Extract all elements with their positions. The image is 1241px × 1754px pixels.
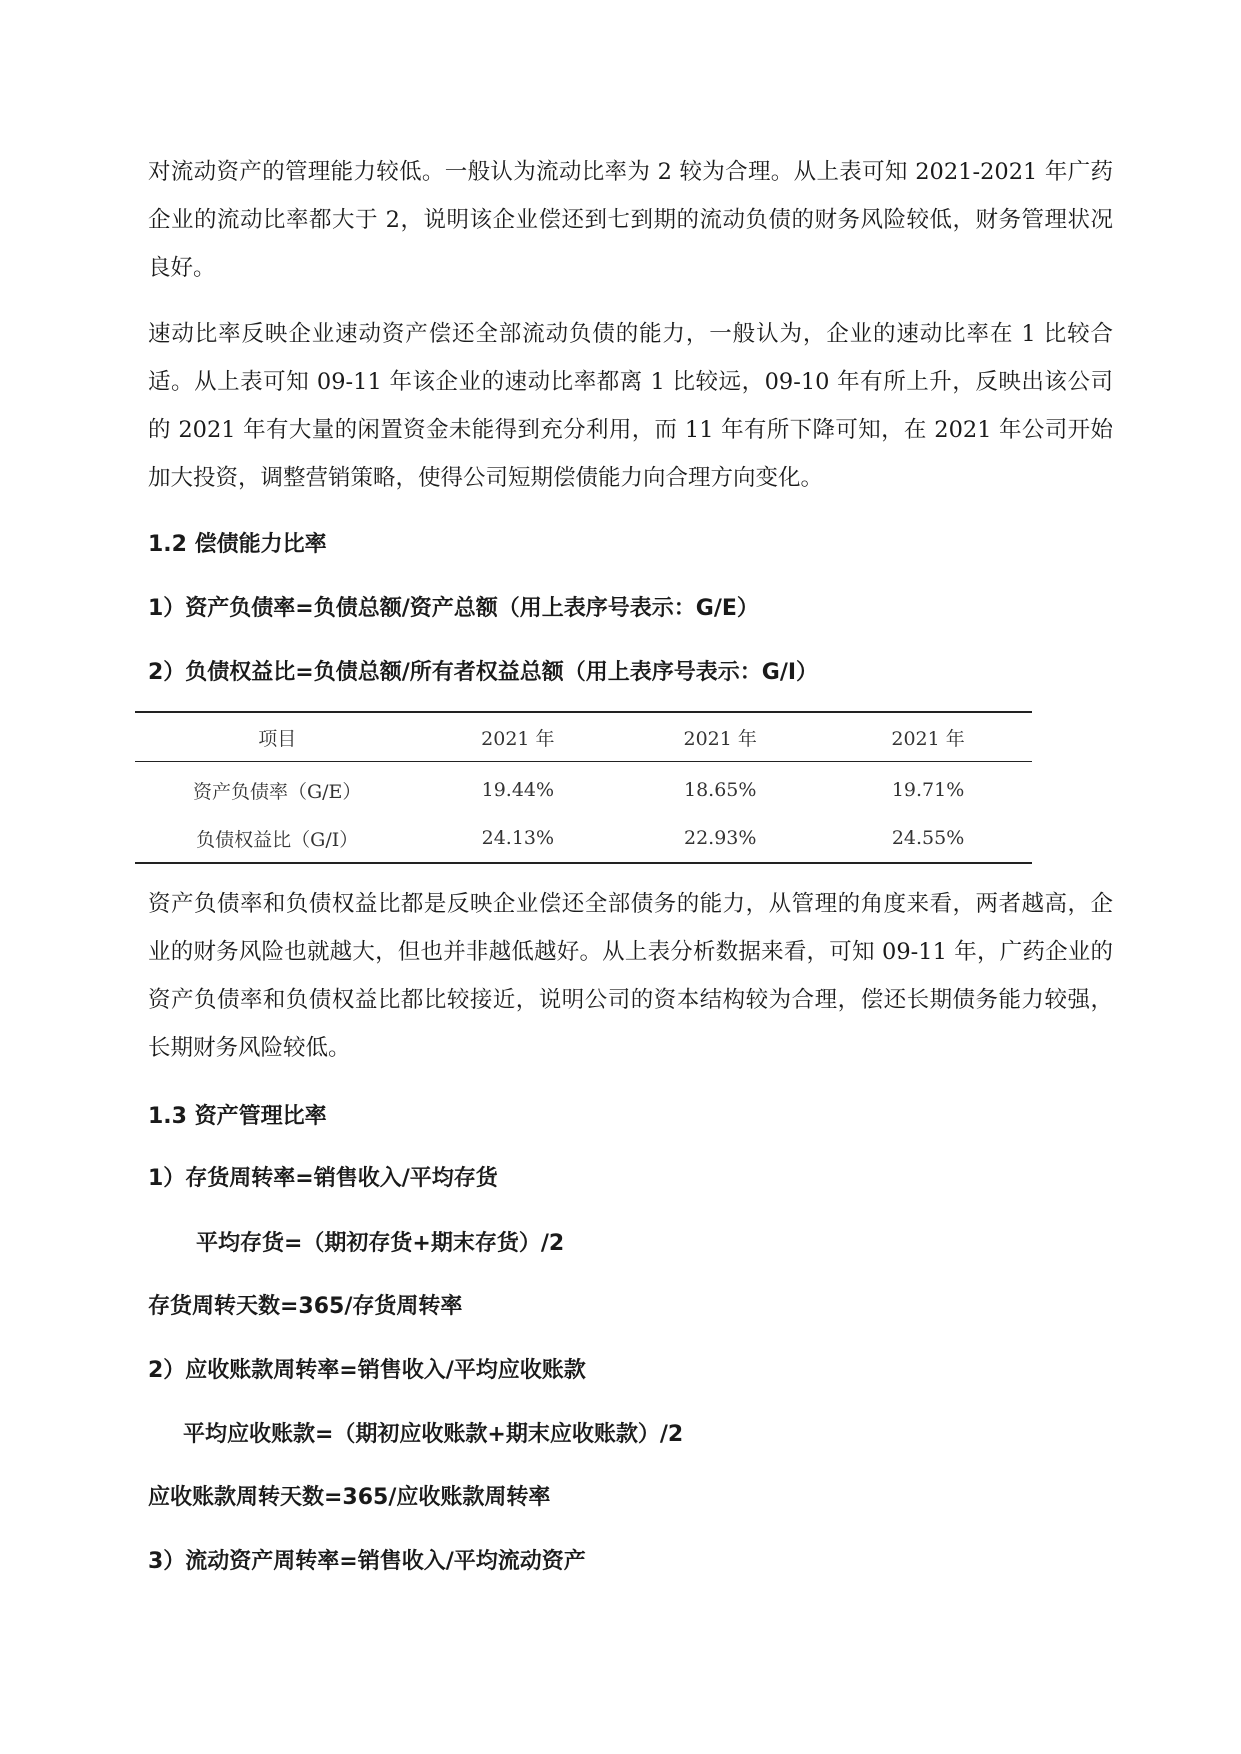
paragraph-solvency-analysis: 资产负债率和负债权益比都是反映企业偿还全部债务的能力，从管理的角度来看，两者越高，企业的财务风险也就越大，但也并非越低越好。从上表分析数据来看，可知 09-11 年，广药企业的资产负债率和负债权益比都比较接近，说明公司的资本结构较为合理，偿还长期债务能力较强，长期财务风险较低。 (148, 891, 1113, 1061)
table-row (135, 814, 1032, 863)
table-cell: 19.71% (891, 779, 965, 801)
formula-receivables-turnover: 2）应收账款周转率=销售收入/平均应收账款 (148, 1358, 586, 1383)
table-header-row (135, 712, 1032, 762)
formula-current-asset-turnover: 3）流动资产周转率=销售收入/平均流动资产 (148, 1549, 586, 1574)
table-cell: 19.44% (481, 779, 555, 801)
column-header-year: 2021 年 (481, 727, 555, 750)
table-row (135, 762, 1032, 815)
table-cell: 24.55% (891, 827, 965, 849)
column-header-year: 2021 年 (683, 727, 757, 750)
section-heading-solvency: 1.2 偿债能力比率 (148, 532, 327, 557)
table-cell: 18.65% (683, 779, 757, 801)
formula-average-inventory: 平均存货=（期初存货+期末存货）/2 (196, 1231, 565, 1256)
formula-inventory-days: 存货周转天数=365/存货周转率 (148, 1294, 463, 1319)
column-header-year: 2021 年 (891, 727, 965, 750)
paragraph-quick-ratio: 速动比率反映企业速动资产偿还全部流动负债的能力，一般认为，企业的速动比率在 1 比较合适。从上表可知 09-11 年该企业的速动比率都离 1 比较远，09-10 年有所上升，反映出该公司的 2021 年有大量的闲置资金未能得到充分利用，而 11 年有所下降可知，在 2021 年公司开始加大投资，调整营销策略，使得公司短期偿债能力向合理方向变化。 (148, 321, 1113, 491)
formula-receivables-days: 应收账款周转天数=365/应收账款周转率 (148, 1485, 551, 1510)
table-cell: 24.13% (481, 827, 555, 849)
formula-debt-equity-ratio: 2）负债权益比=负债总额/所有者权益总额（用上表序号表示：G/I） (148, 660, 819, 685)
section-heading-asset-management: 1.3 资产管理比率 (148, 1104, 327, 1129)
formula-debt-asset-ratio: 1）资产负债率=负债总额/资产总额（用上表序号表示：G/E） (148, 596, 759, 621)
table-cell: 22.93% (683, 827, 757, 849)
column-header-item: 项目 (258, 727, 297, 750)
formula-inventory-turnover: 1）存货周转率=销售收入/平均存货 (148, 1166, 498, 1191)
paragraph-current-ratio: 对流动资产的管理能力较低。一般认为流动比率为 2 较为合理。从上表可知 2021-2021 年广药企业的流动比率都大于 2，说明该企业偿还到七到期的流动负债的财务风险较低，财务管理状况良好。 (148, 159, 1113, 281)
formula-average-receivables: 平均应收账款=（期初应收账款+期末应收账款）/2 (183, 1422, 684, 1447)
row-label: 资产负债率（G/E） (192, 780, 362, 803)
row-label: 负债权益比（G/I） (196, 828, 359, 851)
solvency-ratio-table (135, 711, 1032, 864)
